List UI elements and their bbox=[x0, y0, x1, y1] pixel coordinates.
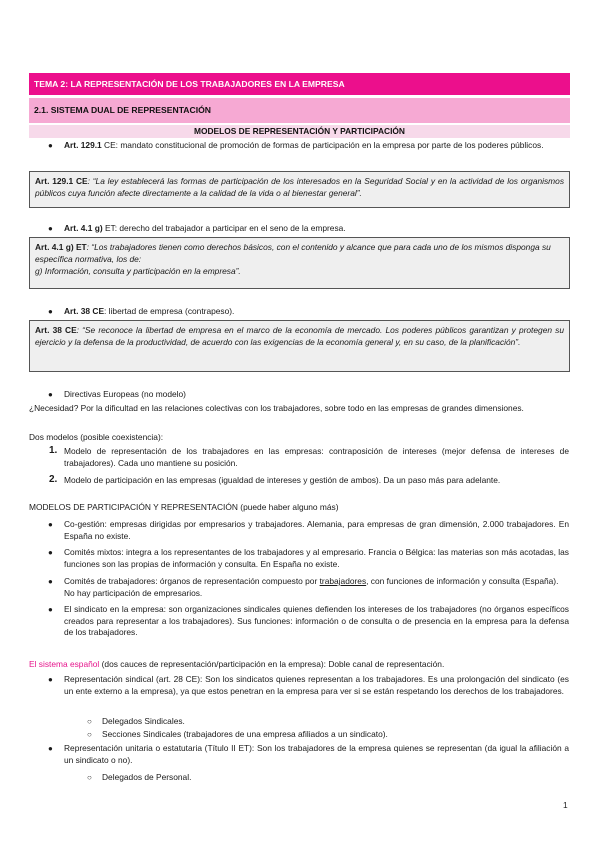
art38-bullet: Art. 38 CE: libertad de empresa (contrapeso). bbox=[64, 306, 235, 316]
bullet-icon: ● bbox=[48, 520, 53, 529]
modelos-heading: MODELOS DE PARTICIPACIÓN Y REPRESENTACIÓN (puede haber alguno más) bbox=[29, 502, 339, 512]
modelo-1-text: Modelo de representación de los trabajadores en las empresas: contraposición de intereses (mejor defensa de intereses de trabajadores). Cada uno mantiene su posición. bbox=[64, 446, 569, 468]
circle-bullet-icon: ○ bbox=[87, 730, 92, 739]
comites-trabajadores-text: Comités de trabajadores: órganos de representación compuesto por trabajadores, con funciones de información y consulta (España). No hay participación de empresarios. bbox=[64, 576, 559, 598]
tema-title: TEMA 2: LA REPRESENTACIÓN DE LOS TRABAJADORES EN LA EMPRESA bbox=[34, 79, 345, 89]
modelo-2-text: Modelo de participación en las empresas (igualdad de intereses y gestión de ambos). Da un paso más para adelante. bbox=[64, 475, 501, 485]
subsection-title: MODELOS DE REPRESENTACIÓN Y PARTICIPACIÓN bbox=[29, 125, 570, 138]
necesidad-text: ¿Necesidad? Por la dificultad en las relaciones colectivas con los trabajadores, sobre todo en las empresas de grandes dimensiones. bbox=[29, 403, 524, 413]
bullet-icon: ● bbox=[48, 605, 53, 614]
list-number: 1. bbox=[49, 445, 58, 456]
bullet-icon: ● bbox=[48, 307, 53, 316]
art41-bullet: Art. 4.1 g) ET: derecho del trabajador a participar en el seno de la empresa. bbox=[64, 223, 346, 233]
art129-quote: Art. 129.1 CE: “La ley establecerá las formas de participación de los interesados en la Seguridad Social y en la actividad de los organismos públicos cuya función afecte directamente a la calidad de la vida o al bienestar general”. bbox=[29, 171, 570, 208]
circle-bullet-icon: ○ bbox=[87, 717, 92, 726]
representacion-sindical-text: Representación sindical (art. 28 CE): Son los sindicatos quienes representan a los trabajadores. Es una prolongación del sindicato (es un ente externo a la empresa), ya que estos penetran en la empresa para ver si se están respetando los derechos de los trabajadores. bbox=[64, 674, 569, 696]
art41-quote: Art. 4.1 g) ET: “Los trabajadores tienen como derechos básicos, con el contenido y alcance que para cada uno de los mismos disponga su específica normativa, los de: g) Información, consulta y participación en la empresa”. bbox=[29, 237, 570, 289]
bullet-icon: ● bbox=[48, 141, 53, 150]
page-number: 1 bbox=[563, 800, 568, 810]
bullet-icon: ● bbox=[48, 675, 53, 684]
sistema-espanol-heading: El sistema español (dos cauces de representación/participación en la empresa): Doble canal de representación. bbox=[29, 659, 445, 669]
delegados-sindicales-text: Delegados Sindicales. bbox=[102, 716, 185, 726]
bullet-icon: ● bbox=[48, 390, 53, 399]
comites-mixtos-text: Comités mixtos: integra a los representantes de los trabajadores y al empresario. Francia o Bélgica: las materias son más acotadas, las funciones son las propias de información y consulta. En España no existe. bbox=[64, 547, 569, 569]
dos-modelos-heading: Dos modelos (posible coexistencia): bbox=[29, 432, 164, 442]
sindicato-text: El sindicato en la empresa: son organizaciones sindicales quienes defienden los intereses de los trabajadores (no órganos específicos creados para representar a los trabajadores). Sus funciones: información o de consulta o de presencia en la empresa para la defensa de los trabajadores. bbox=[64, 604, 569, 638]
circle-bullet-icon: ○ bbox=[87, 773, 92, 782]
bullet-icon: ● bbox=[48, 577, 53, 586]
section-title: 2.1. SISTEMA DUAL DE REPRESENTACIÓN bbox=[34, 105, 211, 115]
bullet-icon: ● bbox=[48, 548, 53, 557]
bullet-icon: ● bbox=[48, 744, 53, 753]
tema-title-bar bbox=[29, 73, 570, 95]
secciones-sindicales-text: Secciones Sindicales (trabajadores de una empresa afiliados a un sindicato). bbox=[102, 729, 388, 739]
directivas-bullet: Directivas Europeas (no modelo) bbox=[64, 389, 186, 399]
representacion-unitaria-text: Representación unitaria o estatutaria (Título II ET): Son los trabajadores de la empresa quienes se representan (da igual la afiliación a un sindicato o no). bbox=[64, 743, 569, 765]
art38-quote: Art. 38 CE: “Se reconoce la libertad de empresa en el marco de la economía de mercado. Los poderes públicos garantizan y protegen su ejercicio y la defensa de la productividad, de acuerdo con las exigencias de la economía general y, en su caso, de la planificación”. bbox=[29, 320, 570, 372]
bullet-icon: ● bbox=[48, 224, 53, 233]
section-title-bar bbox=[29, 98, 570, 123]
list-number: 2. bbox=[49, 474, 58, 485]
art129-bullet: Art. 129.1 CE: mandato constitucional de promoción de formas de participación en la empresa por parte de los poderes públicos. bbox=[64, 140, 544, 150]
cogestion-text: Co-gestión: empresas dirigidas por empresarios y trabajadores. Alemania, para empresas de gran dimensión, 2.000 trabajadores. En España no existe. bbox=[64, 519, 569, 541]
delegados-personal-text: Delegados de Personal. bbox=[102, 772, 192, 782]
